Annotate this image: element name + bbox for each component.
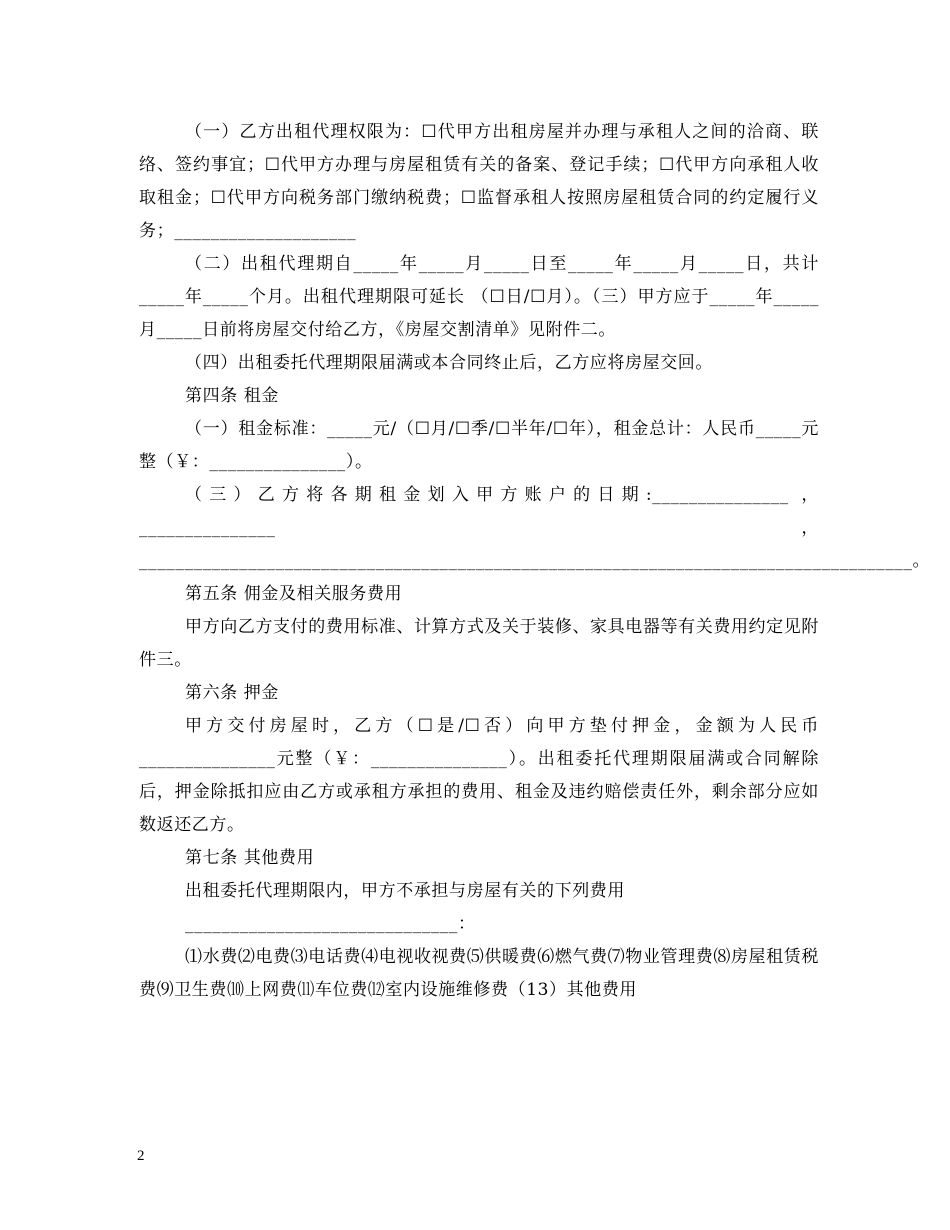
clause-3-2-agency-period: （二）出租代理期自_____年_____月_____日至_____年_____月_____日，共计_____年_____个月。出租代理期限可延长 （☐日/☐月）。（三）甲方应于_____年_____月_____日前将房屋交付给乙方，《房屋交割清单》见附件二。: [139, 254, 819, 340]
article-4-heading: 第四条 租金: [185, 386, 280, 406]
clause-4-3-rent-transfer-dates: （三）乙方将各期租金划入甲方账户的日期:_______________ ，_______________，_____________________________________________________________________________________。: [139, 485, 931, 571]
article-5-body: 甲方向乙方支付的费用标准、计算方式及关于装修、家具电器等有关费用约定见附件三。: [139, 617, 819, 670]
clause-3-4-return-house: （四）出租委托代理期限届满或本合同终止后，乙方应将房屋交回。: [185, 353, 713, 373]
clause-3-1-agency-scope: （一）乙方出租代理权限为：☐代甲方出租房屋并办理与承租人之间的洽商、联络、签约事宜；☐代甲方办理与房屋租赁有关的备案、登记手续；☐代甲方向承租人收取租金；☐代甲方向税务部门缴纳税费；☐监督承租人按照房屋租赁合同的约定履行义务；____________________: [139, 122, 819, 241]
article-7-blank-line: ______________________________：: [185, 914, 476, 934]
clause-4-1-rent-standard: （一）租金标准：_____元/（☐月/☐季/☐半年/☐年），租金总计：人民币_____元整（￥：_______________）。: [139, 419, 819, 472]
article-7-body: 出租委托代理期限内，甲方不承担与房屋有关的下列费用: [185, 881, 625, 901]
article-7-heading: 第七条 其他费用: [185, 848, 315, 868]
page-number: 2: [137, 1148, 145, 1164]
document-body: [139, 116, 931, 1007]
article-6-body: 甲方交付房屋时，乙方（☐是/☐否）向甲方垫付押金，金额为人民币_______________元整（￥：_______________）。出租委托代理期限届满或合同解除后，押金除抵扣应由乙方或承租方承担的费用、租金及违约赔偿责任外，剩余部分应如数返还乙方。: [139, 716, 819, 835]
article-7-fee-list: ⑴水费⑵电费⑶电话费⑷电视收视费⑸供暖费⑹燃气费⑺物业管理费⑻房屋租赁税费⑼卫生费⑽上网费⑾车位费⑿室内设施维修费（13）其他费用: [139, 947, 819, 1000]
article-6-heading: 第六条 押金: [185, 683, 280, 703]
article-5-heading: 第五条 佣金及相关服务费用: [185, 584, 403, 604]
